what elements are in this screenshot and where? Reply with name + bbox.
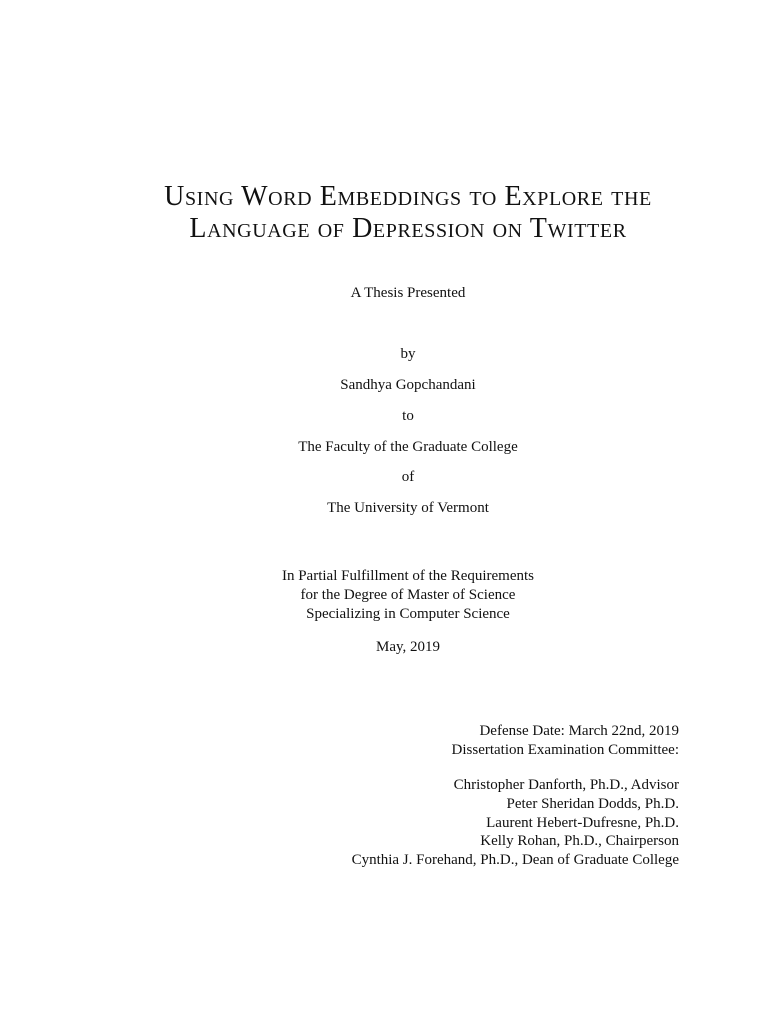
author-name: Sandhya Gopchandani [340, 377, 476, 393]
thesis-presented-text: A Thesis Presented [350, 285, 466, 301]
to-text: to [402, 408, 414, 424]
thesis-title-line-2: Language of Depression on Twitter [189, 213, 627, 244]
committee-member: Cynthia J. Forehand, Ph.D., Dean of Graduate College [351, 852, 679, 868]
fulfillment-line-2: for the Degree of Master of Science [300, 587, 516, 603]
defense-date: Defense Date: March 22nd, 2019 [479, 723, 679, 739]
university-name: The University of Vermont [327, 500, 489, 516]
by-text: by [400, 346, 416, 362]
committee-member: Laurent Hebert-Dufresne, Ph.D. [486, 815, 679, 831]
committee-heading: Dissertation Examination Committee: [451, 742, 679, 758]
submission-date: May, 2019 [375, 639, 441, 655]
committee-member: Peter Sheridan Dodds, Ph.D. [506, 796, 679, 812]
of-text: of [401, 469, 415, 485]
committee-member: Kelly Rohan, Ph.D., Chairperson [480, 833, 679, 849]
fulfillment-line-1: In Partial Fulfillment of the Requirements [281, 568, 535, 584]
thesis-title-line-1: Using Word Embeddings to Explore the [164, 181, 652, 212]
faculty-name: The Faculty of the Graduate College [298, 439, 518, 455]
fulfillment-line-3: Specializing in Computer Science [306, 606, 510, 622]
committee-member: Christopher Danforth, Ph.D., Advisor [453, 777, 679, 793]
